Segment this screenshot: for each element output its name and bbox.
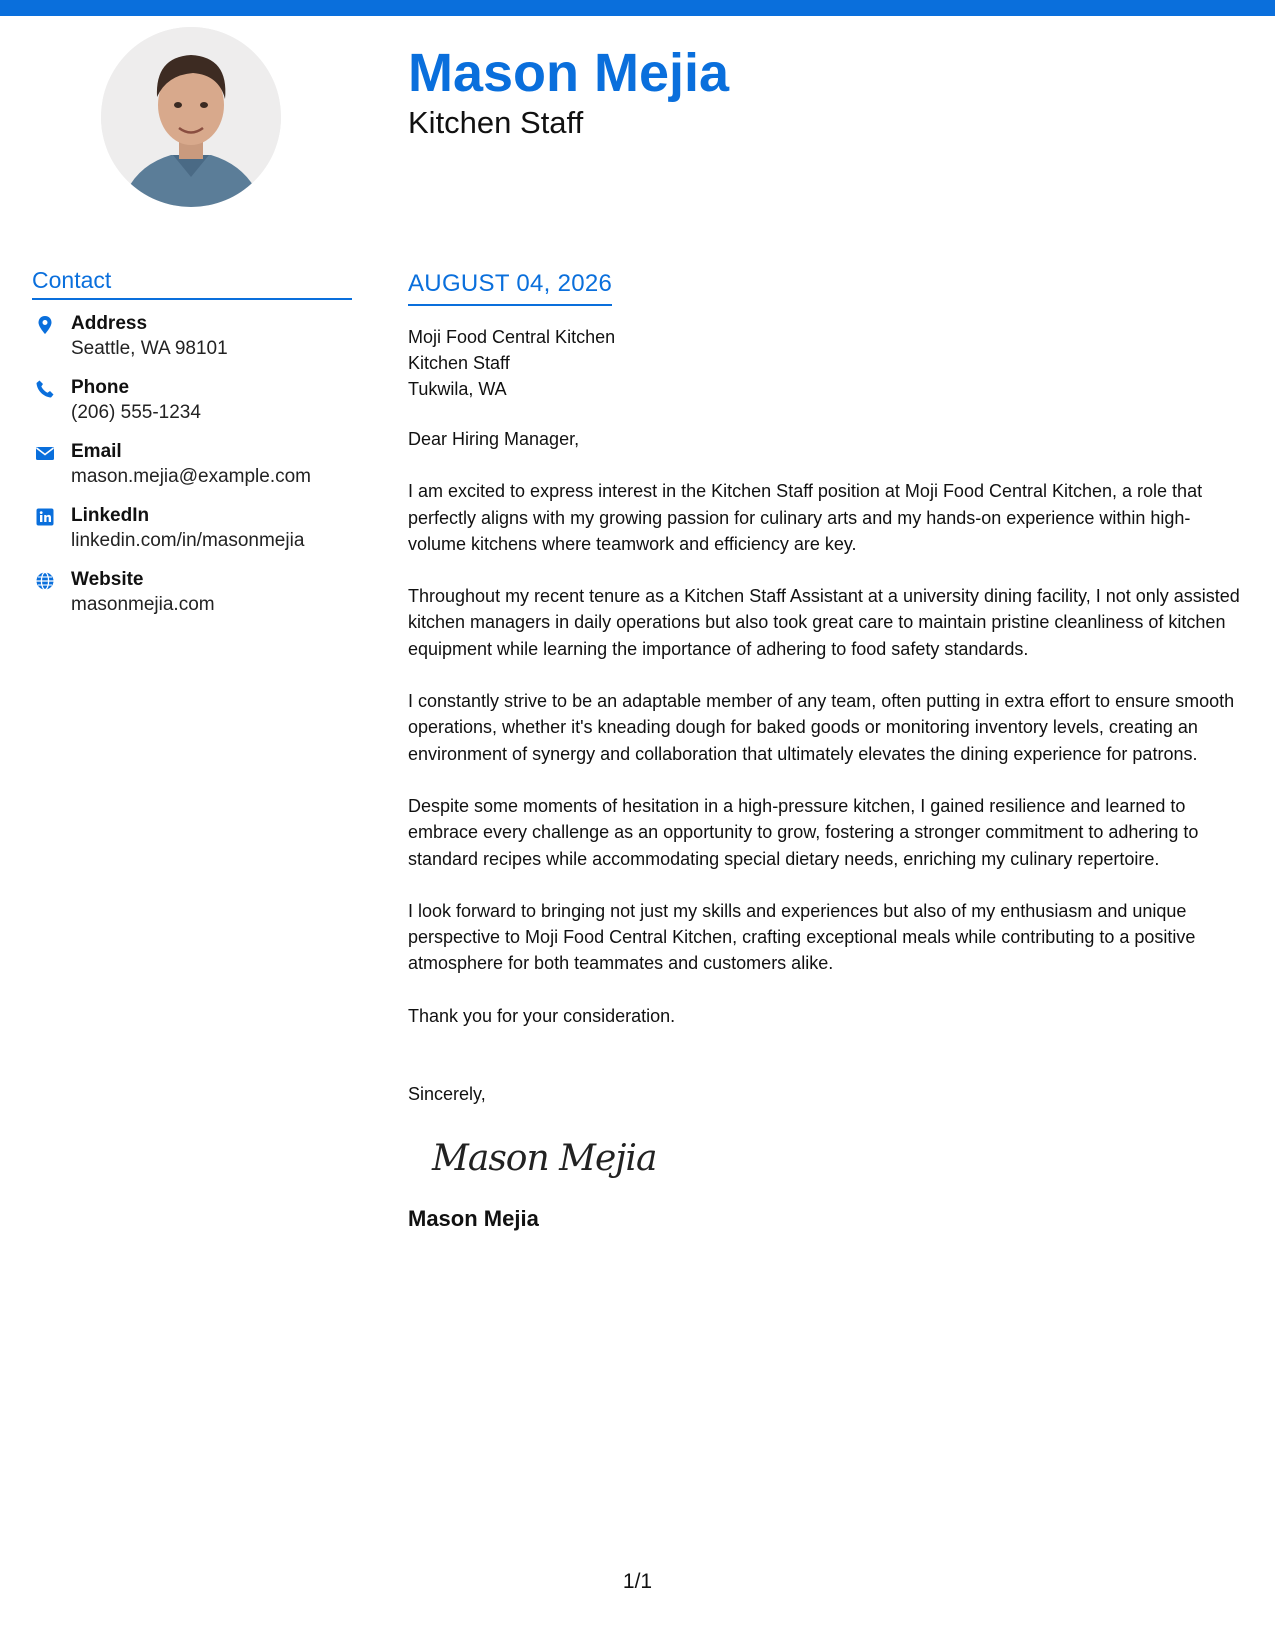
contact-linkedin [32, 504, 352, 554]
contact-value: Seattle, WA 98101 [71, 338, 228, 359]
paragraph: Despite some moments of hesitation in a high-pressure kitchen, I gained resilience and learned to embrace every challenge as an opportunity to grow, fostering a stronger commitment to adhering to standard recipes while accommodating special dietary needs, enriching my culinary repertoire. [408, 795, 1199, 869]
page-number: 1/1 [622, 1570, 653, 1593]
contact-label: Website [71, 569, 144, 590]
contact-label: LinkedIn [71, 505, 150, 526]
applicant-name: Mason Mejia [408, 43, 730, 103]
paragraph: I am excited to express interest in the Kitchen Staff position at Moji Food Central Kitchen, a role that perfectly aligns with my growing passion for culinary arts and my hands-on experience within high-volume kitchens where teamwork and efficiency are key. [408, 481, 1203, 554]
contact-sidebar [32, 265, 352, 632]
closing: Sincerely, [408, 1084, 486, 1105]
contact-value[interactable]: linkedin.com/in/masonmejia [71, 530, 305, 551]
letter-body [408, 268, 1240, 1233]
contact-heading: Contact [32, 265, 352, 300]
contact-label: Phone [71, 377, 130, 398]
handwritten-signature: Mason Mejia [432, 1138, 657, 1180]
paragraph: Throughout my recent tenure as a Kitchen Staff Assistant at a university dining facility, I not only assisted kitchen managers in daily operations but also took great care to maintain pristine cleanliness of kitchen equipment while learning the importance of adhering to food safety standards. [408, 586, 1240, 659]
phone-icon [35, 379, 55, 399]
signed-name: Mason Mejia [408, 1206, 539, 1232]
thanks-line: Thank you for your consideration. [408, 1005, 676, 1026]
contact-value[interactable]: mason.mejia@example.com [71, 466, 311, 487]
profile-photo [101, 27, 281, 207]
contact-phone [32, 376, 352, 426]
contact-website [32, 568, 352, 618]
globe-icon [35, 571, 55, 591]
envelope-icon [35, 443, 55, 463]
applicant-title: Kitchen Staff [408, 105, 584, 140]
recipient-block [408, 324, 1240, 402]
recipient-location: Tukwila, WA [408, 379, 507, 399]
contact-value[interactable]: masonmejia.com [71, 594, 215, 615]
recipient-company: Moji Food Central Kitchen [408, 327, 616, 347]
greeting: Dear Hiring Manager, [408, 429, 580, 449]
paragraph: I look forward to bringing not just my skills and experiences but also of my enthusiasm and unique perspective to Moji Food Central Kitchen, crafting exceptional meals while contributing to a positive atmosphere for both teammates and customers alike. [408, 900, 1196, 974]
linkedin-icon [35, 507, 55, 527]
map-pin-icon [35, 315, 55, 335]
contact-label: Email [71, 441, 122, 462]
contact-value: (206) 555-1234 [71, 402, 201, 423]
paragraph: I constantly strive to be an adaptable member of any team, often putting in extra effort to ensure smooth operations, whether it's kneading dough for baked goods or monitoring inventory levels, creating an environment of synergy and collaboration that ultimately elevates the dining experience for patrons. [408, 691, 1235, 764]
contact-email [32, 440, 352, 490]
top-accent-bar [0, 0, 1275, 16]
letter-date: AUGUST 04, 2026 [408, 268, 612, 306]
contact-label: Address [71, 313, 148, 334]
recipient-position: Kitchen Staff [408, 353, 510, 373]
contact-address [32, 312, 352, 362]
